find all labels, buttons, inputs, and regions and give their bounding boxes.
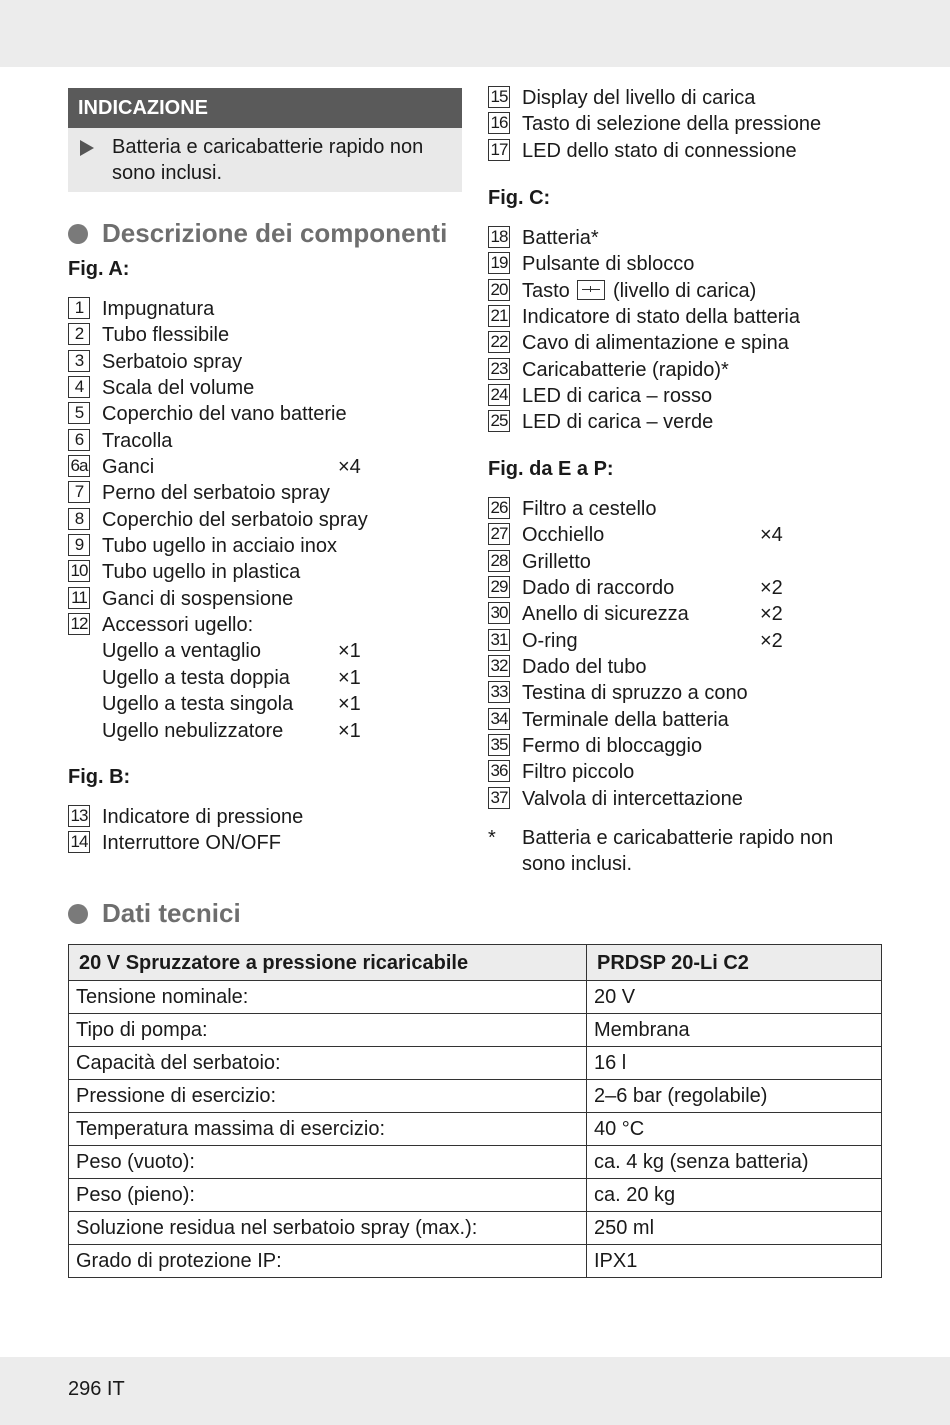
list-item [488, 409, 882, 435]
list-item [68, 612, 462, 638]
item-label: Ganci [102, 456, 155, 479]
item-number-box: 9 [68, 534, 90, 556]
fig-c-label: Fig. C: [488, 187, 551, 209]
item-quantity: ×2 [760, 629, 783, 652]
list-item [488, 786, 882, 812]
item-label: Tracolla [102, 429, 173, 452]
section-heading-components: Descrizione dei componenti [102, 218, 447, 249]
list-item [488, 522, 882, 548]
item-number-box: 37 [488, 787, 510, 809]
list-item [68, 401, 462, 427]
table-cell: Membrana [587, 1014, 882, 1047]
item-number-box: 18 [488, 226, 510, 248]
table-cell: Pressione di esercizio: [69, 1080, 587, 1113]
item-quantity: ×2 [760, 603, 783, 626]
list-item [68, 804, 462, 830]
item-label: Occhiello [522, 524, 605, 547]
table-cell: IPX1 [587, 1245, 882, 1278]
list-item [488, 225, 882, 251]
item-label: Interruttore ON/OFF [102, 832, 281, 855]
footnote-text: Batteria e caricabatterie rapido non sono inclusi. [522, 827, 834, 875]
table-cell: Temperatura massima di esercizio: [69, 1113, 587, 1146]
fig-b-list-continued [488, 85, 882, 164]
list-item [68, 322, 462, 348]
list-item [488, 251, 882, 277]
item-label [522, 278, 756, 304]
item-label: Serbatoio spray [102, 350, 243, 373]
item-number-box: 13 [68, 805, 90, 827]
fig-a-label: Fig. A: [68, 258, 130, 280]
item-label: Coperchio del vano batterie [102, 403, 347, 426]
item-label: Pulsante di sblocco [522, 253, 695, 276]
list-item [488, 628, 882, 654]
table-cell: Capacità del serbatoio: [69, 1047, 587, 1080]
list-item [488, 680, 882, 706]
list-item [68, 454, 462, 480]
item-label: Grilletto [522, 550, 591, 573]
item-label: Indicatore di pressione [102, 806, 304, 828]
list-item [68, 296, 462, 322]
item-quantity: ×1 [338, 640, 361, 663]
item-quantity: ×4 [338, 456, 361, 479]
list-item [68, 830, 462, 856]
item-label: Coperchio del serbatoio spray [102, 508, 368, 531]
item-label: Perno del serbatoio spray [102, 482, 330, 505]
table-header-cell: PRDSP 20-Li C2 [587, 945, 882, 981]
table-cell: ca. 4 kg (senza batteria) [587, 1146, 882, 1179]
item-number-box: 27 [488, 523, 510, 545]
item-number-box: 30 [488, 602, 510, 624]
item-number-box: 5 [68, 402, 90, 424]
list-item [68, 691, 462, 717]
triangle-bullet-icon [80, 140, 94, 156]
item-label: Anello di sicurezza [522, 603, 689, 626]
section-heading-tech: Dati tecnici [102, 898, 241, 929]
table-row [69, 1080, 882, 1113]
list-item [488, 549, 882, 575]
item-label-pre: Tasto [522, 279, 570, 302]
table-row [69, 1212, 882, 1245]
item-label: Display del livello di carica [522, 87, 756, 109]
table-row [69, 981, 882, 1014]
item-label: Indicatore di stato della batteria [522, 306, 800, 329]
item-number-box: 35 [488, 734, 510, 756]
footnote-star: * [488, 827, 496, 849]
table-cell: 20 V [587, 981, 882, 1014]
item-number-box: 32 [488, 655, 510, 677]
list-item [488, 733, 882, 759]
item-number-box: 8 [68, 508, 90, 530]
item-label: Ugello a ventaglio [102, 640, 261, 663]
item-label: Ganci di sospensione [102, 587, 294, 610]
list-item [68, 375, 462, 401]
item-number-box: 34 [488, 708, 510, 730]
item-number-box: 16 [488, 112, 510, 134]
item-number-box: 2 [68, 323, 90, 345]
note-box [68, 88, 462, 192]
item-number-box: 11 [68, 587, 90, 609]
item-label: Fermo di bloccaggio [522, 735, 703, 758]
item-number-box: 4 [68, 376, 90, 398]
footer-band [0, 1357, 950, 1425]
item-label: Valvola di intercettazione [522, 787, 743, 810]
item-label: Ugello a testa singola [102, 693, 294, 716]
item-number-box: 6a [68, 455, 90, 477]
item-label: Dado di raccordo [522, 577, 675, 600]
table-header-row [69, 945, 882, 981]
fig-b-label: Fig. B: [68, 766, 131, 788]
bullet-dot-icon [68, 224, 88, 244]
item-label: Testina di spruzzo a cono [522, 682, 748, 705]
table-header-cell: 20 V Spruzzatore a pressione ricaricabile [69, 945, 587, 981]
item-label: Caricabatterie (rapido)* [522, 358, 729, 381]
bullet-dot-icon [68, 904, 88, 924]
item-label: Accessori ugello: [102, 614, 254, 637]
charge-level-button-icon [577, 280, 605, 300]
item-quantity: ×4 [760, 524, 783, 547]
item-label: Terminale della batteria [522, 708, 729, 731]
list-item [68, 507, 462, 533]
list-item [488, 304, 882, 330]
list-item [68, 428, 462, 454]
table-cell: Peso (vuoto): [69, 1146, 587, 1179]
item-label: Scala del volume [102, 377, 255, 400]
table-row [69, 1146, 882, 1179]
item-number-box: 29 [488, 576, 510, 598]
table-cell: Peso (pieno): [69, 1179, 587, 1212]
item-number-box: 15 [488, 86, 510, 108]
table-cell: 250 ml [587, 1212, 882, 1245]
note-body [68, 128, 462, 186]
list-item [68, 349, 462, 375]
item-number-box: 12 [68, 613, 90, 635]
item-quantity: ×1 [338, 719, 361, 742]
item-number-box: 10 [68, 560, 90, 582]
item-number-box: 26 [488, 497, 510, 519]
note-text: Batteria e caricabatterie rapido non sono inclusi. [112, 136, 424, 184]
table-cell: Soluzione residua nel serbatoio spray (max.): [69, 1212, 587, 1245]
fig-a-list [68, 296, 462, 744]
fig-b-list [68, 804, 462, 857]
item-number-box: 31 [488, 629, 510, 651]
list-item [488, 111, 882, 137]
item-number-box: 28 [488, 550, 510, 572]
table-cell: Tensione nominale: [69, 981, 587, 1014]
table-row [69, 1113, 882, 1146]
item-quantity: ×2 [760, 577, 783, 600]
list-item [68, 480, 462, 506]
list-item [488, 759, 882, 785]
item-label: LED di carica – verde [522, 411, 714, 434]
fig-e-label: Fig. da E a P: [488, 458, 614, 480]
item-number-box: 21 [488, 305, 510, 327]
list-item [488, 330, 882, 356]
item-number-box: 17 [488, 139, 510, 161]
table-cell: Tipo di pompa: [69, 1014, 587, 1047]
table-row [69, 1179, 882, 1212]
page-number: 296 IT [68, 1378, 125, 1400]
tech-data-table [68, 944, 882, 1278]
list-item [488, 383, 882, 409]
item-label: Filtro a cestello [522, 498, 657, 520]
item-number-box: 7 [68, 481, 90, 503]
list-item [488, 575, 882, 601]
list-item [68, 638, 462, 664]
item-label: Ugello a testa doppia [102, 666, 290, 689]
item-label: LED di carica – rosso [522, 385, 713, 408]
item-number-box: 36 [488, 760, 510, 782]
list-item [68, 586, 462, 612]
list-item [488, 654, 882, 680]
item-number-box: 14 [68, 831, 90, 853]
item-number-box: 19 [488, 252, 510, 274]
item-label: Impugnatura [102, 298, 215, 320]
list-item [488, 138, 882, 164]
item-number-box: 20 [488, 279, 510, 301]
item-number-box: 24 [488, 384, 510, 406]
table-row [69, 1245, 882, 1278]
item-number-box: 6 [68, 429, 90, 451]
item-label: Tasto di selezione della pressione [522, 113, 822, 136]
list-item [68, 559, 462, 585]
list-item [488, 601, 882, 627]
list-item [68, 718, 462, 744]
table-cell: Grado di protezione IP: [69, 1245, 587, 1278]
table-cell: ca. 20 kg [587, 1179, 882, 1212]
item-label: Cavo di alimentazione e spina [522, 332, 789, 355]
list-item [68, 533, 462, 559]
item-label: Batteria* [522, 227, 599, 249]
item-number-box: 3 [68, 350, 90, 372]
table-cell: 16 l [587, 1047, 882, 1080]
item-label: Filtro piccolo [522, 761, 635, 784]
item-label: Tubo flessibile [102, 324, 230, 347]
item-label: Tubo ugello in plastica [102, 561, 301, 584]
item-number-box: 25 [488, 410, 510, 432]
item-number-box: 1 [68, 297, 90, 319]
item-quantity: ×1 [338, 693, 361, 716]
list-item [488, 707, 882, 733]
item-label: Ugello nebulizzatore [102, 719, 284, 742]
table-cell: 40 °C [587, 1113, 882, 1146]
item-label: Dado del tubo [522, 656, 647, 679]
list-item [488, 357, 882, 383]
fig-e-list [488, 496, 882, 812]
list-item [488, 496, 882, 522]
item-number-box: 33 [488, 681, 510, 703]
table-row [69, 1047, 882, 1080]
fig-c-list [488, 225, 882, 436]
item-label: O-ring [522, 629, 578, 652]
table-row [69, 1014, 882, 1047]
item-label-post: (livello di carica) [612, 279, 757, 302]
header-band [0, 0, 950, 67]
item-number-box: 22 [488, 331, 510, 353]
item-label: LED dello stato di connessione [522, 139, 797, 162]
table-cell: 2–6 bar (regolabile) [587, 1080, 882, 1113]
list-item [488, 85, 882, 111]
list-item [488, 278, 882, 304]
item-quantity: ×1 [338, 666, 361, 689]
list-item [68, 665, 462, 691]
item-number-box: 23 [488, 358, 510, 380]
item-label: Tubo ugello in acciaio inox [102, 535, 337, 558]
note-header: INDICAZIONE [68, 88, 462, 128]
